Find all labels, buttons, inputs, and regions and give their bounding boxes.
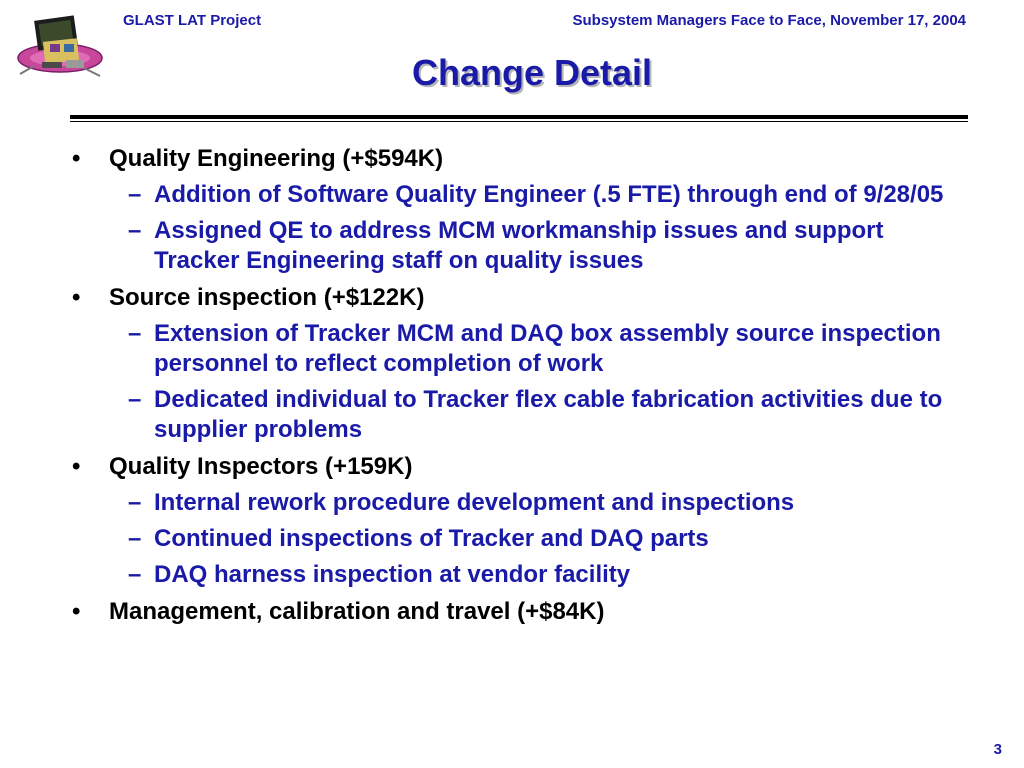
dash-icon: –: [128, 386, 142, 413]
sub-item: [70, 319, 970, 379]
dash-icon: –: [128, 525, 142, 552]
sub-text: Addition of Software Quality Engineer (.5 FTE) through end of 9/28/05: [154, 181, 944, 208]
sub-item: [70, 524, 970, 554]
bullet-icon: •: [72, 284, 81, 311]
bullet-text: Quality Inspectors (+159K): [109, 453, 413, 480]
slide-title: Change Detail: [411, 52, 653, 93]
sub-text: Dedicated individual to Tracker flex cable fabrication activities due to supplier problems: [154, 386, 943, 443]
title-divider-thick: [70, 115, 968, 119]
meeting-info: Subsystem Managers Face to Face, November 17, 2004: [572, 12, 966, 29]
dash-icon: –: [128, 320, 142, 347]
dash-icon: –: [128, 181, 142, 208]
sub-text: Continued inspections of Tracker and DAQ parts: [154, 525, 709, 552]
sub-item: [70, 180, 970, 210]
bullet-item: [70, 143, 970, 174]
bullet-item: [70, 451, 970, 482]
dash-icon: –: [128, 561, 142, 588]
bullet-text: Quality Engineering (+$594K): [109, 145, 444, 172]
sub-text: DAQ harness inspection at vendor facility: [154, 561, 631, 588]
bullet-icon: •: [72, 145, 81, 172]
bullet-icon: •: [72, 453, 81, 480]
bullet-item: [70, 282, 970, 313]
sub-text: Extension of Tracker MCM and DAQ box assembly source inspection personnel to reflect completion of work: [154, 320, 941, 377]
dash-icon: –: [128, 489, 142, 516]
project-name: GLAST LAT Project: [123, 12, 262, 29]
sub-item: [70, 560, 970, 590]
sub-item: [70, 216, 970, 276]
sub-item: [70, 385, 970, 445]
dash-icon: –: [128, 217, 142, 244]
sub-text: Assigned QE to address MCM workmanship issues and support Tracker Engineering staff on quality issues: [154, 217, 884, 274]
bullet-text: Source inspection (+$122K): [109, 284, 425, 311]
sub-text: Internal rework procedure development and inspections: [154, 489, 795, 516]
page-number: 3: [993, 741, 1002, 758]
bullet-text: Management, calibration and travel (+$84K): [109, 598, 605, 625]
sub-item: [70, 488, 970, 518]
bullet-item: [70, 596, 970, 627]
bullet-icon: •: [72, 598, 81, 625]
slide-content: [70, 143, 970, 627]
title-divider-thin: [70, 121, 968, 122]
